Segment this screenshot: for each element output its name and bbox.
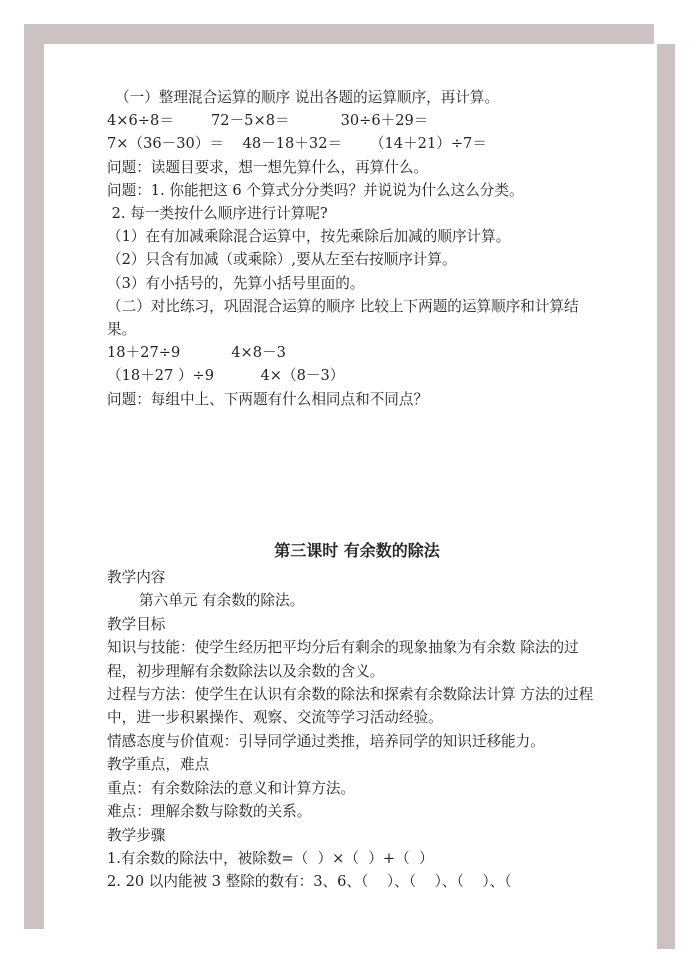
compare-row-1: 18＋27÷9 4×8－3 [107, 344, 286, 362]
content-text: 第六单元 有余数的除法。 [139, 592, 305, 610]
keypoints-label: 教学重点，难点 [107, 756, 210, 774]
page-shadow-right [657, 44, 675, 949]
compare-row-2: （18＋27 ）÷9 4×（8－3） [107, 367, 345, 385]
goal-process: 过程与方法：使学生在认识有余数的除法和探索有余数除法计算 方法的过程中，进一步积累操作、观察、交流等学习活动经验。 [107, 686, 594, 727]
steps-label: 教学步骤 [107, 826, 166, 844]
step-2: 2. 20 以内能被 3 整除的数有：3、6、（ ）、（ ）、（ ）、（ [107, 873, 512, 891]
goal-knowledge: 知识与技能：使学生经历把平均分后有剩余的现象抽象为有余数 除法的过程，初步理解有余数除法以及余数的含义。 [107, 639, 579, 680]
expression-row-1: 4×6÷8＝ 72－5×8＝ 30÷6＋29＝ [107, 112, 429, 130]
rule-2: （2）只含有加减（或乘除）,要从左至右按顺序计算。 [107, 251, 457, 269]
question-3: 2. 每一类按什么顺序进行计算呢? [107, 205, 328, 223]
question-2: 问题：1. 你能把这 6 个算式分分类吗？并说说为什么这么分类。 [107, 181, 524, 199]
document-content [107, 86, 607, 894]
content-label: 教学内容 [107, 569, 166, 587]
goal-emotion: 情感态度与价值观：引导同学通过类推，培养同学的知识迁移能力。 [107, 732, 545, 750]
question-4: 问题：每组中上、下两题有什么相同点和不同点？ [107, 390, 429, 408]
section1-heading: （一）整理混合运算的顺序 说出各题的运算顺序，再计算。 [115, 89, 500, 106]
question-1: 问题：读题目要求，想一想先算什么，再算什么。 [107, 158, 429, 176]
step-1: 1.有余数的除法中，被除数=（ ）×（ ）+（ ） [107, 849, 434, 867]
difficult-point: 难点：理解余数与除数的关系。 [107, 803, 312, 821]
rule-1: （1）在有加减乘除混合运算中，按先乘除后加减的顺序计算。 [107, 228, 511, 246]
lesson-title: 第三课时 有余数的除法 [274, 540, 440, 560]
expression-row-2: 7×（36－30）＝ 48－18＋32＝ （14＋21）÷7＝ [107, 135, 487, 153]
key-point: 重点：有余数除法的意义和计算方法。 [107, 779, 356, 797]
section1-heading-2: （二）对比练习，巩固混合运算的顺序 比较上下两题的运算顺序和计算结果。 [107, 297, 579, 339]
rule-3: （3）有小括号的，先算小括号里面的。 [107, 274, 365, 292]
goals-label: 教学目标 [107, 615, 166, 633]
